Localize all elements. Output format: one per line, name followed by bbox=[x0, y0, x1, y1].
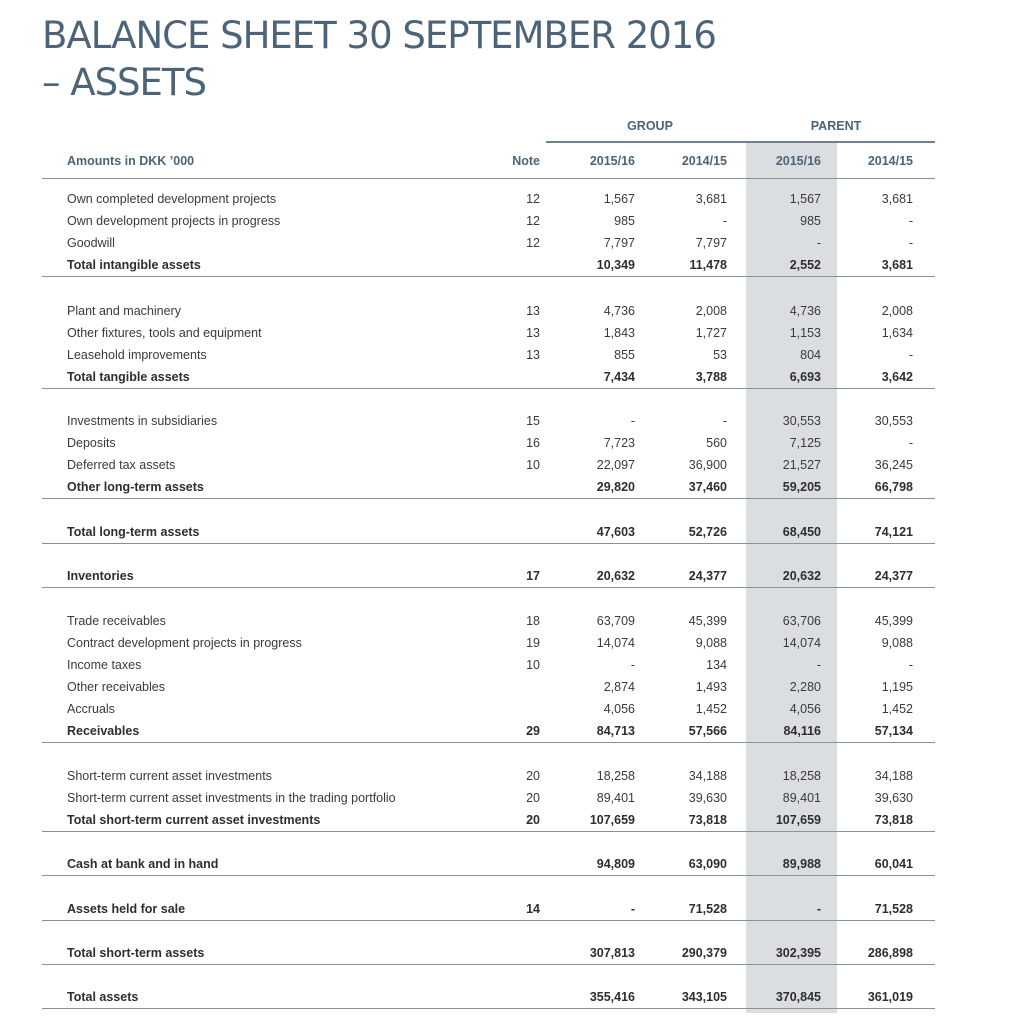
cell-label: Total assets bbox=[67, 990, 139, 1004]
cell-p1: 7,125 bbox=[789, 436, 821, 450]
header-note: Note bbox=[512, 154, 540, 168]
cell-p1: 4,056 bbox=[789, 702, 821, 716]
cell-note: 19 bbox=[526, 636, 540, 650]
column-header-row bbox=[42, 143, 935, 178]
cell-g2: 1,452 bbox=[695, 702, 727, 716]
cell-p2: 3,681 bbox=[881, 258, 913, 272]
cell-label: Receivables bbox=[67, 724, 140, 738]
cell-g2: 134 bbox=[706, 658, 727, 672]
cell-g1: 2,874 bbox=[603, 680, 635, 694]
cell-g2: 34,188 bbox=[688, 769, 727, 783]
cell-label: Deferred tax assets bbox=[67, 458, 176, 472]
cell-g1: 4,056 bbox=[603, 702, 635, 716]
cell-p2: 34,188 bbox=[874, 769, 913, 783]
table-total-row bbox=[42, 853, 935, 876]
cell-note: 18 bbox=[526, 614, 540, 628]
cell-p1: 804 bbox=[800, 348, 821, 362]
table-total-row bbox=[42, 720, 935, 743]
cell-g1: 14,074 bbox=[596, 636, 635, 650]
cell-g1: - bbox=[630, 658, 635, 672]
cell-p1: 370,845 bbox=[775, 990, 821, 1004]
table-row bbox=[42, 232, 935, 254]
cell-p2: - bbox=[908, 436, 913, 450]
cell-label: Own completed development projects bbox=[67, 192, 277, 206]
group-heading: GROUP bbox=[627, 119, 673, 133]
cell-g2: 73,818 bbox=[688, 813, 727, 827]
cell-p2: 39,630 bbox=[874, 791, 913, 805]
cell-label: Assets held for sale bbox=[67, 902, 186, 916]
cell-g2: 63,090 bbox=[688, 857, 727, 871]
cell-label: Accruals bbox=[67, 702, 115, 716]
cell-p2: 9,088 bbox=[881, 636, 913, 650]
cell-g2: 71,528 bbox=[688, 902, 727, 916]
cell-p1: 21,527 bbox=[782, 458, 821, 472]
table-row bbox=[42, 698, 935, 720]
cell-g1: 4,736 bbox=[603, 304, 635, 318]
cell-label: Leasehold improvements bbox=[67, 348, 207, 362]
cell-g1: 20,632 bbox=[596, 569, 635, 583]
table-total-row bbox=[42, 986, 935, 1009]
parent-heading: PARENT bbox=[810, 119, 862, 133]
table-total-row bbox=[42, 898, 935, 921]
cell-p2: 66,798 bbox=[874, 480, 913, 494]
cell-p2: - bbox=[908, 348, 913, 362]
cell-g1: 1,843 bbox=[603, 326, 635, 340]
cell-g1: 47,603 bbox=[596, 525, 635, 539]
cell-g2: 24,377 bbox=[688, 569, 727, 583]
table-row bbox=[42, 300, 935, 322]
table-total-row bbox=[42, 366, 935, 389]
cell-p2: 73,818 bbox=[874, 813, 913, 827]
cell-label: Trade receivables bbox=[67, 614, 166, 628]
cell-g2: 290,379 bbox=[681, 946, 727, 960]
table-row bbox=[42, 632, 935, 654]
cell-p2: 2,008 bbox=[881, 304, 913, 318]
cell-p1: 68,450 bbox=[782, 525, 821, 539]
cell-note: 13 bbox=[526, 348, 540, 362]
cell-g2: 45,399 bbox=[688, 614, 727, 628]
cell-label: Other long-term assets bbox=[67, 480, 204, 494]
cell-g1: - bbox=[630, 414, 635, 428]
table-row bbox=[42, 610, 935, 632]
cell-label: Income taxes bbox=[67, 658, 142, 672]
cell-p2: - bbox=[908, 214, 913, 228]
cell-g2: 560 bbox=[706, 436, 727, 450]
cell-label: Cash at bank and in hand bbox=[67, 857, 219, 871]
cell-g2: - bbox=[722, 214, 727, 228]
cell-g2: 52,726 bbox=[688, 525, 727, 539]
table-total-row bbox=[42, 254, 935, 277]
table-total-row bbox=[42, 521, 935, 544]
cell-p1: 2,552 bbox=[789, 258, 821, 272]
table-row bbox=[42, 676, 935, 698]
title-line-2: – ASSETS bbox=[42, 61, 207, 104]
cell-p2: 1,195 bbox=[881, 680, 913, 694]
cell-g1: 84,713 bbox=[596, 724, 635, 738]
cell-label: Short-term current asset investments bbox=[67, 769, 272, 783]
header-group-2014-15: 2014/15 bbox=[681, 154, 727, 168]
table-row bbox=[42, 787, 935, 809]
cell-note: 29 bbox=[526, 724, 540, 738]
cell-note: 20 bbox=[526, 791, 540, 805]
page-title bbox=[42, 12, 716, 106]
cell-p1: 89,988 bbox=[782, 857, 821, 871]
cell-g2: 39,630 bbox=[688, 791, 727, 805]
cell-label: Own development projects in progress bbox=[67, 214, 281, 228]
cell-p2: 30,553 bbox=[874, 414, 913, 428]
cell-p1: 84,116 bbox=[783, 724, 821, 738]
table-row bbox=[42, 654, 935, 676]
cell-note: 20 bbox=[526, 813, 540, 827]
header-group-2015-16: 2015/16 bbox=[589, 154, 635, 168]
cell-g2: 1,493 bbox=[695, 680, 727, 694]
cell-g2: 36,900 bbox=[688, 458, 727, 472]
cell-label: Contract development projects in progress bbox=[67, 636, 302, 650]
cell-p2: 71,528 bbox=[874, 902, 913, 916]
cell-p1: - bbox=[816, 658, 821, 672]
cell-p1: - bbox=[816, 902, 821, 916]
cell-p1: 107,659 bbox=[775, 813, 821, 827]
cell-g1: 855 bbox=[614, 348, 635, 362]
cell-g2: 1,727 bbox=[695, 326, 727, 340]
cell-p1: 2,280 bbox=[789, 680, 821, 694]
cell-label: Short-term current asset investments in the trading portfolio bbox=[67, 791, 396, 805]
cell-label: Total long-term assets bbox=[67, 525, 200, 539]
cell-p1: 20,632 bbox=[782, 569, 821, 583]
cell-p1: 59,205 bbox=[782, 480, 821, 494]
cell-g2: 57,566 bbox=[688, 724, 727, 738]
cell-p2: 361,019 bbox=[867, 990, 913, 1004]
cell-p2: - bbox=[908, 236, 913, 250]
header-parent-2014-15: 2014/15 bbox=[867, 154, 913, 168]
cell-label: Goodwill bbox=[67, 236, 115, 250]
cell-g2: 53 bbox=[713, 348, 727, 362]
cell-g1: 29,820 bbox=[596, 480, 635, 494]
cell-label: Total tangible assets bbox=[67, 370, 190, 384]
header-amounts-label: Amounts in DKK ’000 bbox=[67, 154, 195, 168]
cell-p1: 302,395 bbox=[775, 946, 821, 960]
table-row bbox=[42, 454, 935, 476]
title-line-1: BALANCE SHEET 30 SEPTEMBER 2016 bbox=[42, 14, 716, 57]
table-row bbox=[42, 210, 935, 232]
cell-note: 12 bbox=[526, 192, 540, 206]
cell-g1: 18,258 bbox=[596, 769, 635, 783]
cell-label: Total short-term assets bbox=[67, 946, 205, 960]
cell-note: 15 bbox=[526, 414, 540, 428]
cell-g2: - bbox=[722, 414, 727, 428]
cell-p2: 24,377 bbox=[874, 569, 913, 583]
cell-p1: 4,736 bbox=[789, 304, 821, 318]
cell-p1: 89,401 bbox=[782, 791, 821, 805]
cell-g2: 7,797 bbox=[695, 236, 727, 250]
cell-g1: 7,723 bbox=[603, 436, 635, 450]
cell-g2: 11,478 bbox=[689, 258, 727, 272]
table-row bbox=[42, 410, 935, 432]
cell-p1: 1,567 bbox=[789, 192, 821, 206]
cell-g2: 2,008 bbox=[695, 304, 727, 318]
cell-p1: 1,153 bbox=[789, 326, 821, 340]
table-total-row bbox=[42, 565, 935, 588]
cell-p2: 60,041 bbox=[874, 857, 913, 871]
cell-p2: 1,452 bbox=[881, 702, 913, 716]
cell-p2: 45,399 bbox=[874, 614, 913, 628]
cell-g1: 63,709 bbox=[596, 614, 635, 628]
cell-g2: 3,681 bbox=[695, 192, 727, 206]
cell-p1: 14,074 bbox=[782, 636, 821, 650]
cell-p1: 63,706 bbox=[782, 614, 821, 628]
cell-g1: 7,434 bbox=[603, 370, 635, 384]
cell-g2: 3,788 bbox=[695, 370, 727, 384]
cell-p2: 36,245 bbox=[874, 458, 913, 472]
cell-g1: 94,809 bbox=[596, 857, 635, 871]
table-row bbox=[42, 432, 935, 454]
cell-g1: 89,401 bbox=[596, 791, 635, 805]
cell-label: Deposits bbox=[67, 436, 116, 450]
cell-label: Plant and machinery bbox=[67, 304, 181, 318]
cell-note: 17 bbox=[526, 569, 540, 583]
table-row bbox=[42, 765, 935, 787]
table-row bbox=[42, 188, 935, 210]
cell-label: Other receivables bbox=[67, 680, 165, 694]
table-total-row bbox=[42, 476, 935, 499]
cell-p2: - bbox=[908, 658, 913, 672]
cell-g1: 22,097 bbox=[596, 458, 635, 472]
cell-p1: 30,553 bbox=[782, 414, 821, 428]
cell-label: Investments in subsidiaries bbox=[67, 414, 218, 428]
cell-label: Total intangible assets bbox=[67, 258, 201, 272]
cell-g1: 107,659 bbox=[589, 813, 635, 827]
cell-p2: 57,134 bbox=[874, 724, 913, 738]
cell-g2: 9,088 bbox=[695, 636, 727, 650]
cell-note: 13 bbox=[526, 304, 540, 318]
cell-label: Total short-term current asset investments bbox=[67, 813, 321, 827]
cell-p2: 3,681 bbox=[881, 192, 913, 206]
table-row bbox=[42, 322, 935, 344]
cell-g1: 355,416 bbox=[589, 990, 635, 1004]
cell-p1: 6,693 bbox=[789, 370, 821, 384]
cell-g1: 10,349 bbox=[596, 258, 635, 272]
cell-p2: 74,121 bbox=[874, 525, 913, 539]
cell-g1: 307,813 bbox=[589, 946, 635, 960]
cell-g1: 7,797 bbox=[603, 236, 635, 250]
cell-g1: 985 bbox=[614, 214, 635, 228]
header-divider bbox=[42, 178, 935, 179]
cell-note: 10 bbox=[526, 458, 540, 472]
table-total-row bbox=[42, 809, 935, 832]
cell-note: 12 bbox=[526, 214, 540, 228]
cell-p2: 286,898 bbox=[867, 946, 913, 960]
cell-note: 14 bbox=[526, 902, 540, 916]
cell-note: 12 bbox=[526, 236, 540, 250]
cell-p2: 1,634 bbox=[881, 326, 913, 340]
cell-note: 10 bbox=[526, 658, 540, 672]
cell-p2: 3,642 bbox=[881, 370, 913, 384]
cell-note: 13 bbox=[526, 326, 540, 340]
cell-p1: 985 bbox=[800, 214, 821, 228]
cell-g2: 37,460 bbox=[688, 480, 727, 494]
cell-p1: - bbox=[816, 236, 821, 250]
cell-note: 16 bbox=[526, 436, 540, 450]
cell-p1: 18,258 bbox=[782, 769, 821, 783]
cell-g2: 343,105 bbox=[681, 990, 727, 1004]
table-total-row bbox=[42, 942, 935, 965]
cell-label: Other fixtures, tools and equipment bbox=[67, 326, 262, 340]
header-parent-2015-16: 2015/16 bbox=[775, 154, 821, 168]
cell-g1: 1,567 bbox=[603, 192, 635, 206]
cell-label: Inventories bbox=[67, 569, 134, 583]
table-row bbox=[42, 344, 935, 366]
cell-note: 20 bbox=[526, 769, 540, 783]
cell-g1: - bbox=[630, 902, 635, 916]
